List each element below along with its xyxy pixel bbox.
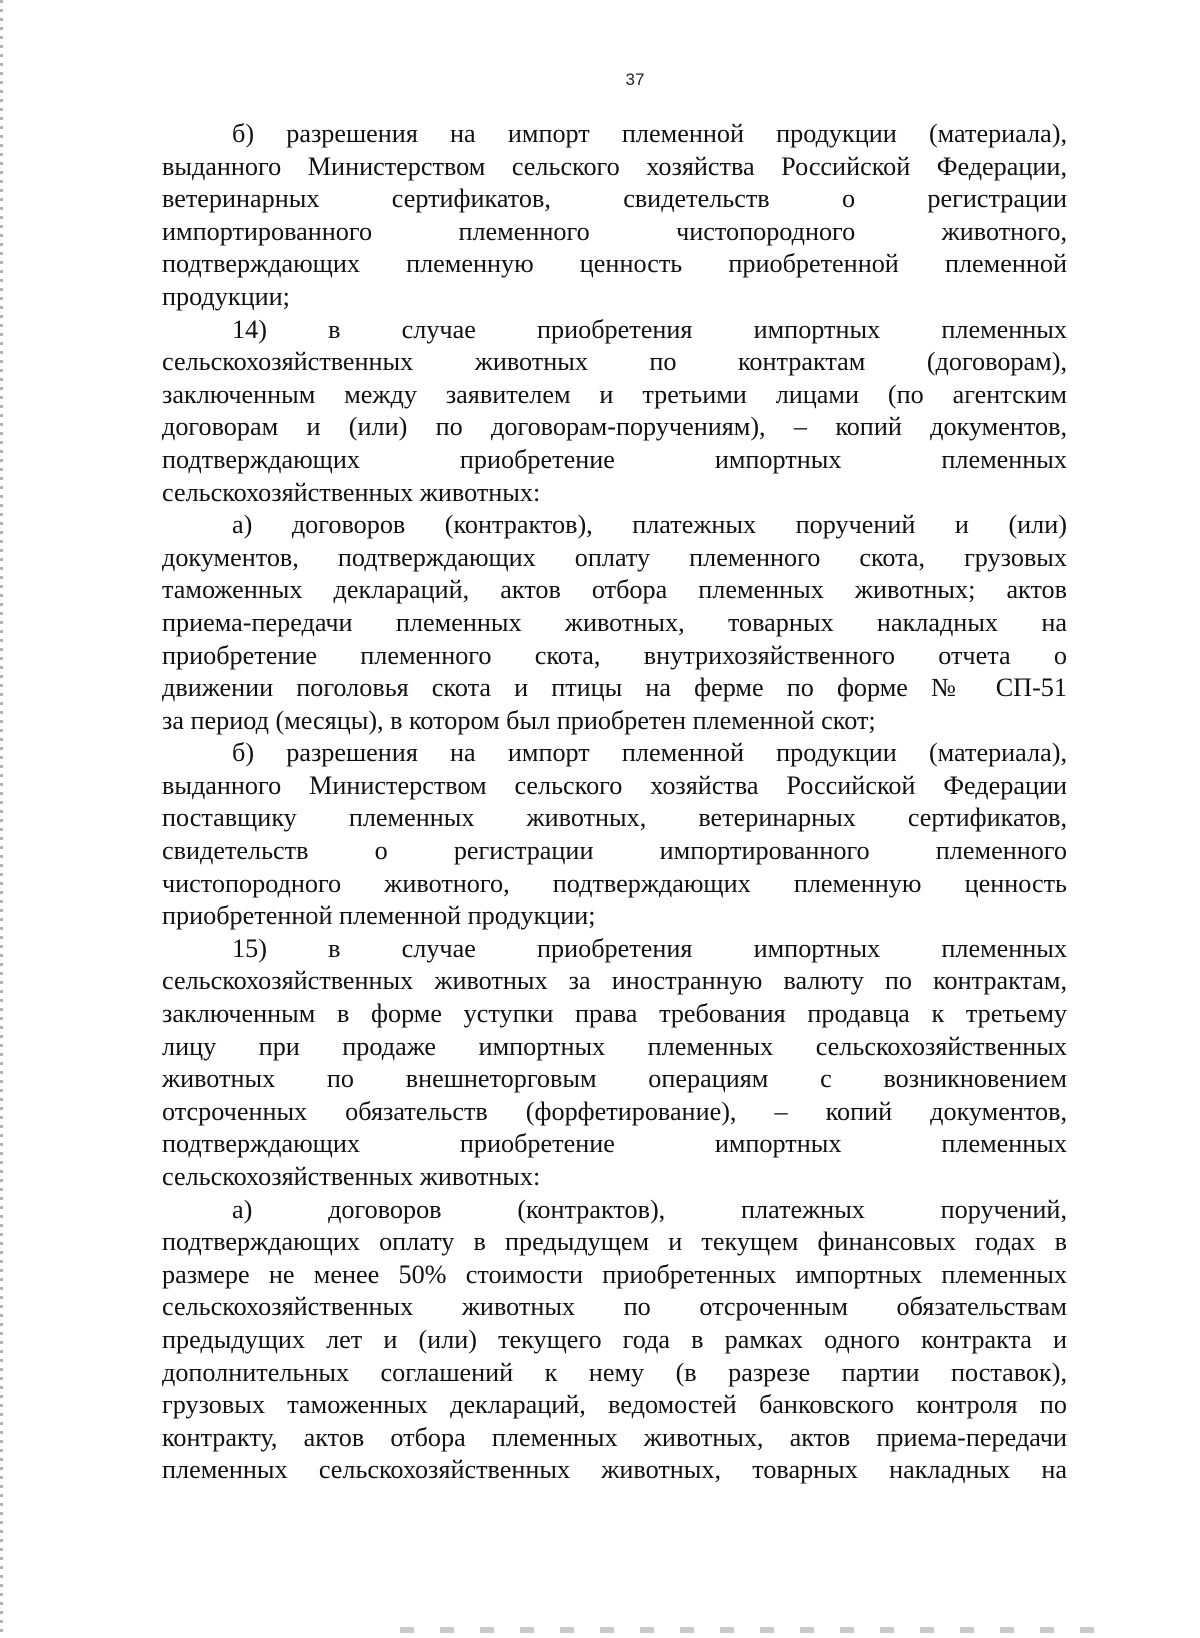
text-line: подтверждающих приобретение импортных племенных	[162, 1129, 1067, 1159]
text-line: за период (месяцы), в котором был приобретен племенной скот;	[162, 705, 876, 735]
text-line: сельскохозяйственных животных по контрактам (договорам),	[162, 347, 1067, 377]
text-line: контракту, актов отбора племенных животных, актов приема-передачи	[162, 1422, 1067, 1452]
text-line: а) договоров (контрактов), платежных поручений,	[232, 1194, 1067, 1224]
text-line: движении поголовья скота и птицы на ферме по форме № СП-51	[162, 673, 1067, 703]
text-line: приема-передачи племенных животных, товарных накладных на	[162, 607, 1067, 637]
text-line: отсроченных обязательств (форфетирование), – копий документов,	[162, 1096, 1067, 1126]
text-line: продукции;	[162, 281, 290, 311]
text-line: сельскохозяйственных животных за иностранную валюту по контрактам,	[162, 966, 1067, 996]
text-line: дополнительных соглашений к нему (в разрезе партии поставок),	[162, 1357, 1067, 1387]
text-line: б) разрешения на импорт племенной продукции (материала),	[232, 119, 1067, 148]
text-line: животных по внешнеторговым операциям с возникновением	[162, 1064, 1067, 1094]
text-line: 14) в случае приобретения импортных племенных	[232, 314, 1067, 344]
text-line: чистопородного животного, подтверждающих племенную ценность	[162, 868, 1067, 898]
page-number: 37	[625, 70, 645, 89]
text-line: а) договоров (контрактов), платежных поручений и (или)	[232, 510, 1067, 540]
text-line: ветеринарных сертификатов, свидетельств о регистрации	[162, 184, 1067, 214]
text-line: 15) в случае приобретения импортных племенных	[232, 933, 1067, 963]
text-line: размере не менее 50% стоимости приобретенных импортных племенных	[162, 1259, 1067, 1289]
text-line: договорам и (или) по договорам-поручениям), – копий документов,	[162, 412, 1067, 442]
text-line: выданного Министерством сельского хозяйства Российской Федерации,	[162, 151, 1067, 181]
document-body	[162, 118, 1067, 1487]
text-line: приобретенной племенной продукции;	[162, 901, 596, 931]
text-line: племенных сельскохозяйственных животных, товарных накладных на	[162, 1455, 1067, 1485]
text-line: сельскохозяйственных животных:	[162, 1162, 541, 1191]
text-line: поставщику племенных животных, ветеринарных сертификатов,	[162, 803, 1067, 833]
scan-edge-artifact	[0, 0, 3, 1638]
text-line: сельскохозяйственных животных по отсроченным обязательствам	[162, 1292, 1067, 1322]
text-line: свидетельств о регистрации импортированного племенного	[162, 836, 1067, 866]
text-line: лицу при продаже импортных племенных сельскохозяйственных	[162, 1031, 1067, 1061]
text-line: грузовых таможенных деклараций, ведомостей банковского контроля по	[162, 1390, 1067, 1420]
text-line: приобретение племенного скота, внутрихозяйственного отчета о	[162, 640, 1067, 670]
text-line: б) разрешения на импорт племенной продукции (материала),	[232, 738, 1067, 768]
text-line: заключенным между заявителем и третьими лицами (по агентским	[162, 379, 1067, 409]
text-line: заключенным в форме уступки права требования продавца к третьему	[162, 999, 1067, 1029]
text-line: подтверждающих приобретение импортных племенных	[162, 444, 1067, 474]
text-line: документов, подтверждающих оплату племенного скота, грузовых	[162, 542, 1067, 572]
text-line: таможенных деклараций, актов отбора племенных животных; актов	[162, 575, 1067, 605]
text-line: выданного Министерством сельского хозяйства Российской Федерации	[162, 770, 1067, 800]
text-line: подтверждающих оплату в предыдущем и текущем финансовых годах в	[162, 1227, 1067, 1257]
text-line: подтверждающих племенную ценность приобретенной племенной	[162, 249, 1067, 279]
text-line: сельскохозяйственных животных:	[162, 477, 541, 507]
text-line: предыдущих лет и (или) текущего года в рамках одного контракта и	[162, 1324, 1067, 1354]
text-line: импортированного племенного чистопородного животного,	[162, 216, 1067, 246]
scan-bottom-artifact	[400, 1627, 1100, 1633]
